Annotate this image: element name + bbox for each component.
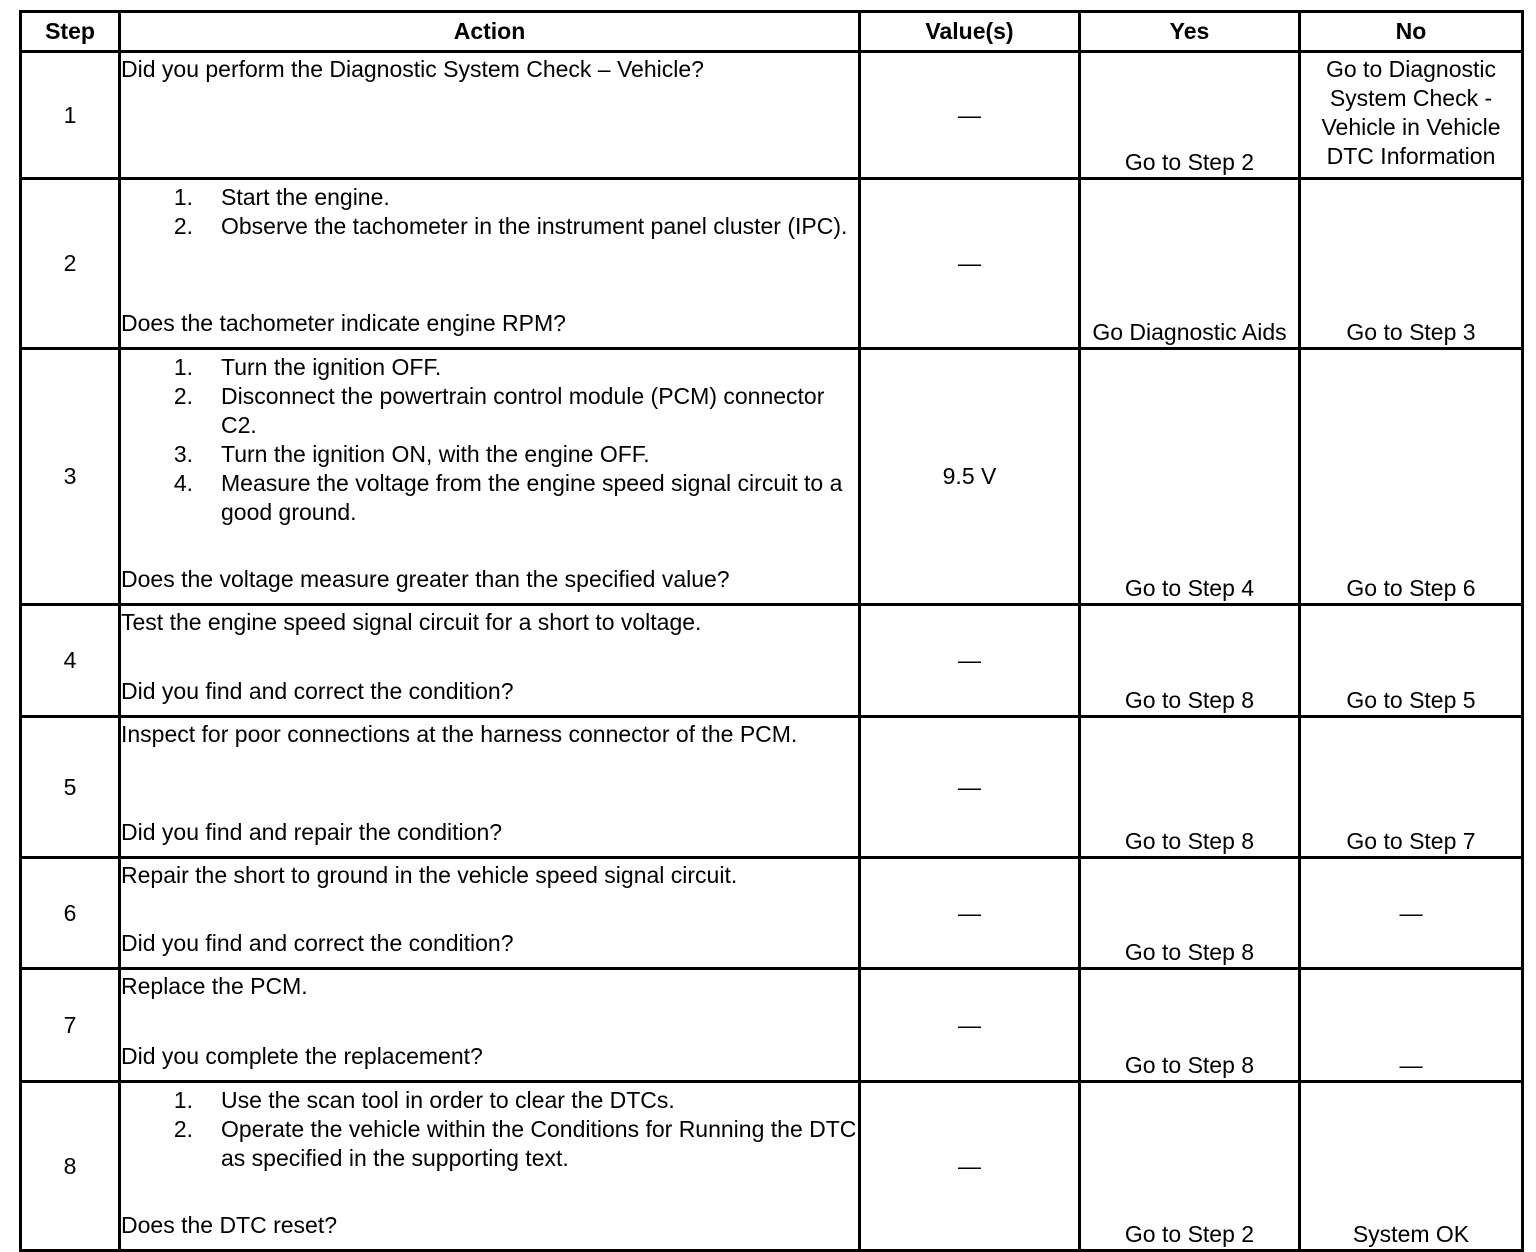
yes-cell: Go to Step 2	[1080, 1082, 1300, 1251]
diagnostic-table	[19, 10, 1524, 1252]
step-number: 2	[21, 179, 120, 349]
table-row-step-2	[21, 179, 1523, 349]
action-text: Repair the short to ground in the vehicle speed signal circuit.	[121, 862, 738, 888]
action-step-item: 1. Use the scan tool in order to clear the DTCs.	[173, 1087, 675, 1113]
yes-cell: Go to Step 8	[1080, 858, 1300, 969]
header-yes: Yes	[1080, 12, 1300, 52]
action-step-item: 3. Turn the ignition ON, with the engine OFF.	[173, 441, 650, 467]
action-step-item: 2. Disconnect the powertrain control module (PCM) connector C2.	[173, 383, 825, 438]
action-text: Did you perform the Diagnostic System Check – Vehicle?	[121, 56, 704, 82]
action-steps	[121, 353, 858, 527]
action-question: Does the voltage measure greater than the specified value?	[121, 566, 730, 592]
step-number: 7	[21, 969, 120, 1082]
no-cell: Go to Diagnostic System Check - Vehicle in Vehicle DTC Information	[1300, 52, 1523, 179]
action-step-item: 2. Operate the vehicle within the Conditions for Running the DTC as specified in the supporting text.	[173, 1116, 857, 1171]
yes-cell: Go Diagnostic Aids	[1080, 179, 1300, 349]
table-row-step-6	[21, 858, 1523, 969]
yes-cell: Go to Step 4	[1080, 349, 1300, 605]
value-cell: —	[860, 52, 1080, 179]
value-cell: —	[860, 717, 1080, 858]
no-cell: Go to Step 6	[1300, 349, 1523, 605]
no-cell: Go to Step 7	[1300, 717, 1523, 858]
action-text: Replace the PCM.	[121, 973, 308, 999]
table-row-step-5	[21, 717, 1523, 858]
table-row-step-8	[21, 1082, 1523, 1251]
no-cell: Go to Step 3	[1300, 179, 1523, 349]
header-action: Action	[120, 12, 860, 52]
table-row-step-3	[21, 349, 1523, 605]
action-question: Did you complete the replacement?	[121, 1043, 483, 1069]
step-number: 8	[21, 1082, 120, 1251]
value-cell: —	[860, 179, 1080, 349]
action-step-item: 1. Start the engine.	[173, 184, 390, 210]
no-cell: Go to Step 5	[1300, 605, 1523, 717]
action-steps	[121, 183, 858, 241]
action-question: Did you find and correct the condition?	[121, 930, 514, 956]
action-step-item: 1. Turn the ignition OFF.	[173, 354, 442, 380]
action-step-item: 4. Measure the voltage from the engine speed signal circuit to a good ground.	[173, 470, 843, 525]
action-cell	[120, 349, 860, 605]
action-question: Did you find and correct the condition?	[121, 678, 514, 704]
yes-cell: Go to Step 2	[1080, 52, 1300, 179]
action-cell	[120, 969, 860, 1082]
value-cell: —	[860, 1082, 1080, 1251]
header-step: Step	[21, 12, 120, 52]
action-cell	[120, 52, 860, 179]
header-no: No	[1300, 12, 1523, 52]
header-row	[21, 12, 1523, 52]
value-cell: —	[860, 969, 1080, 1082]
step-number: 5	[21, 717, 120, 858]
value-cell: —	[860, 605, 1080, 717]
step-number: 3	[21, 349, 120, 605]
no-cell: System OK	[1300, 1082, 1523, 1251]
step-number: 1	[21, 52, 120, 179]
action-steps	[121, 1086, 858, 1173]
action-cell	[120, 858, 860, 969]
action-question: Did you find and repair the condition?	[121, 819, 503, 845]
action-question: Does the DTC reset?	[121, 1212, 338, 1238]
action-text: Inspect for poor connections at the harness connector of the PCM.	[121, 721, 798, 747]
yes-cell: Go to Step 8	[1080, 605, 1300, 717]
yes-cell: Go to Step 8	[1080, 969, 1300, 1082]
value-cell: —	[860, 858, 1080, 969]
action-step-item: 2. Observe the tachometer in the instrument panel cluster (IPC).	[173, 213, 848, 239]
no-cell: —	[1300, 858, 1523, 969]
header-value: Value(s)	[860, 12, 1080, 52]
action-cell	[120, 179, 860, 349]
step-number: 4	[21, 605, 120, 717]
value-cell: 9.5 V	[860, 349, 1080, 605]
action-question: Does the tachometer indicate engine RPM?	[121, 310, 566, 336]
yes-cell: Go to Step 8	[1080, 717, 1300, 858]
step-number: 6	[21, 858, 120, 969]
action-cell	[120, 605, 860, 717]
no-cell: —	[1300, 969, 1523, 1082]
table-row-step-4	[21, 605, 1523, 717]
action-text: Test the engine speed signal circuit for a short to voltage.	[121, 609, 702, 635]
action-cell	[120, 1082, 860, 1251]
action-cell	[120, 717, 860, 858]
table-row-step-7	[21, 969, 1523, 1082]
table-row-step-1	[21, 52, 1523, 179]
